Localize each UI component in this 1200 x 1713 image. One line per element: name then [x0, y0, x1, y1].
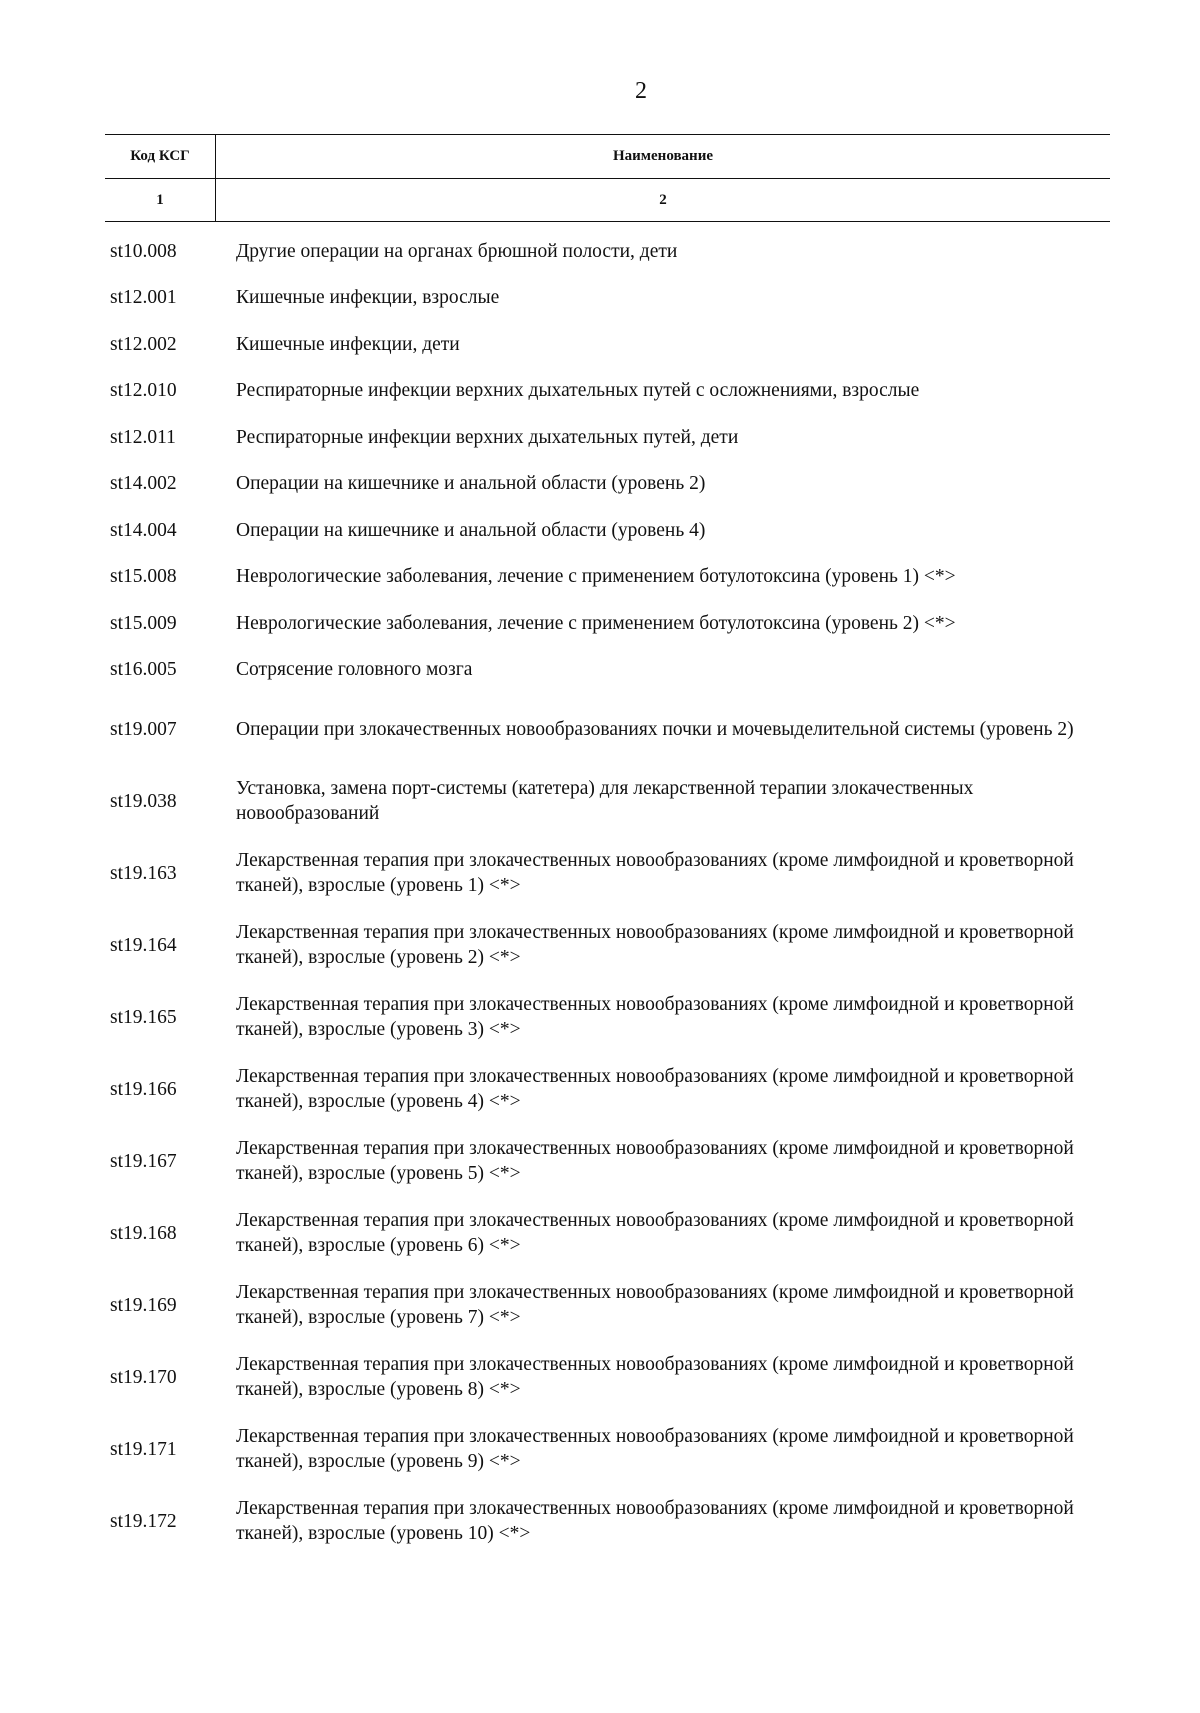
table-body [105, 222, 1110, 1557]
table-row [105, 1125, 1110, 1197]
table-row [105, 600, 1110, 647]
ksg-code: st10.008 [110, 240, 177, 262]
table-row [105, 1269, 1110, 1341]
table-row [105, 693, 1110, 765]
table-row [105, 461, 1110, 508]
ksg-name: Установка, замена порт-системы (катетера) для лекарственной терапии злокачественных новообразований [236, 778, 974, 824]
table-row [105, 981, 1110, 1053]
table-row [105, 1485, 1110, 1557]
ksg-code: st19.168 [110, 1222, 177, 1244]
ksg-name: Неврологические заболевания, лечение с применением ботулотоксина (уровень 1) <*> [236, 566, 956, 588]
ksg-name: Сотрясение головного мозга [236, 659, 473, 681]
ksg-code: st16.005 [110, 659, 177, 681]
table-row [105, 1053, 1110, 1125]
ksg-code: st14.002 [110, 473, 177, 495]
ksg-name: Операции на кишечнике и анальной области (уровень 2) [236, 473, 706, 495]
ksg-code: st19.169 [110, 1294, 177, 1316]
table-row [105, 321, 1110, 368]
ksg-name: Неврологические заболевания, лечение с применением ботулотоксина (уровень 2) <*> [236, 612, 956, 634]
ksg-name: Операции на кишечнике и анальной области (уровень 4) [236, 519, 706, 541]
table-row [105, 765, 1110, 837]
ksg-code: st19.167 [110, 1150, 177, 1172]
table-row [105, 1413, 1110, 1485]
ksg-code: st12.002 [110, 333, 177, 355]
column-number-name: 2 [659, 191, 667, 208]
ksg-name: Лекарственная терапия при злокачественных новообразованиях (кроме лимфоидной и кроветворной тканей), взрослые (уровень 2) <*> [236, 922, 1074, 968]
ksg-code: st12.011 [110, 426, 176, 448]
table-row [105, 1341, 1110, 1413]
ksg-name: Лекарственная терапия при злокачественных новообразованиях (кроме лимфоидной и кроветворной тканей), взрослые (уровень 5) <*> [236, 1138, 1074, 1184]
ksg-code: st12.001 [110, 287, 177, 309]
table-row [105, 837, 1110, 909]
ksg-name: Лекарственная терапия при злокачественных новообразованиях (кроме лимфоидной и кроветворной тканей), взрослые (уровень 7) <*> [236, 1282, 1074, 1328]
ksg-code: st15.008 [110, 566, 177, 588]
ksg-name: Лекарственная терапия при злокачественных новообразованиях (кроме лимфоидной и кроветворной тканей), взрослые (уровень 10) <*> [236, 1498, 1074, 1544]
table-row [105, 275, 1110, 322]
ksg-code: st19.038 [110, 790, 177, 812]
column-number-code: 1 [105, 179, 216, 221]
column-number-row [105, 179, 1110, 222]
ksg-code: st19.165 [110, 1006, 177, 1028]
ksg-name: Лекарственная терапия при злокачественных новообразованиях (кроме лимфоидной и кроветворной тканей), взрослые (уровень 6) <*> [236, 1210, 1074, 1256]
table-row [105, 414, 1110, 461]
ksg-code: st19.163 [110, 862, 177, 884]
ksg-name: Респираторные инфекции верхних дыхательных путей, дети [236, 426, 739, 448]
ksg-code: st19.166 [110, 1078, 177, 1100]
ksg-code: st19.171 [110, 1438, 177, 1460]
ksg-code: st19.007 [110, 718, 177, 740]
header-code: Код КСГ [105, 135, 216, 178]
header-name: Наименование [613, 148, 713, 164]
ksg-code: st19.164 [110, 934, 177, 956]
ksg-name: Респираторные инфекции верхних дыхательных путей с осложнениями, взрослые [236, 380, 920, 402]
ksg-code: st19.172 [110, 1510, 177, 1532]
ksg-name: Операции при злокачественных новообразованиях почки и мочевыделительной системы (уровень 2) [236, 718, 1074, 740]
table-row [105, 1197, 1110, 1269]
table-header-row [105, 134, 1110, 179]
table-row [105, 647, 1110, 694]
ksg-name: Кишечные инфекции, взрослые [236, 287, 500, 309]
table-row [105, 554, 1110, 601]
ksg-name: Лекарственная терапия при злокачественных новообразованиях (кроме лимфоидной и кроветворной тканей), взрослые (уровень 3) <*> [236, 994, 1074, 1040]
ksg-table [105, 134, 1110, 1557]
ksg-name: Другие операции на органах брюшной полости, дети [236, 240, 678, 262]
ksg-code: st12.010 [110, 380, 177, 402]
table-row [105, 368, 1110, 415]
ksg-code: st19.170 [110, 1366, 177, 1388]
table-row [105, 909, 1110, 981]
ksg-code: st15.009 [110, 612, 177, 634]
ksg-name: Лекарственная терапия при злокачественных новообразованиях (кроме лимфоидной и кроветворной тканей), взрослые (уровень 4) <*> [236, 1066, 1074, 1112]
ksg-name: Лекарственная терапия при злокачественных новообразованиях (кроме лимфоидной и кроветворной тканей), взрослые (уровень 8) <*> [236, 1354, 1074, 1400]
ksg-code: st14.004 [110, 519, 177, 541]
table-row [105, 507, 1110, 554]
ksg-name: Лекарственная терапия при злокачественных новообразованиях (кроме лимфоидной и кроветворной тканей), взрослые (уровень 1) <*> [236, 850, 1074, 896]
ksg-name: Лекарственная терапия при злокачественных новообразованиях (кроме лимфоидной и кроветворной тканей), взрослые (уровень 9) <*> [236, 1426, 1074, 1472]
table-row [105, 228, 1110, 275]
ksg-name: Кишечные инфекции, дети [236, 333, 460, 355]
page-number: 2 [635, 78, 647, 104]
